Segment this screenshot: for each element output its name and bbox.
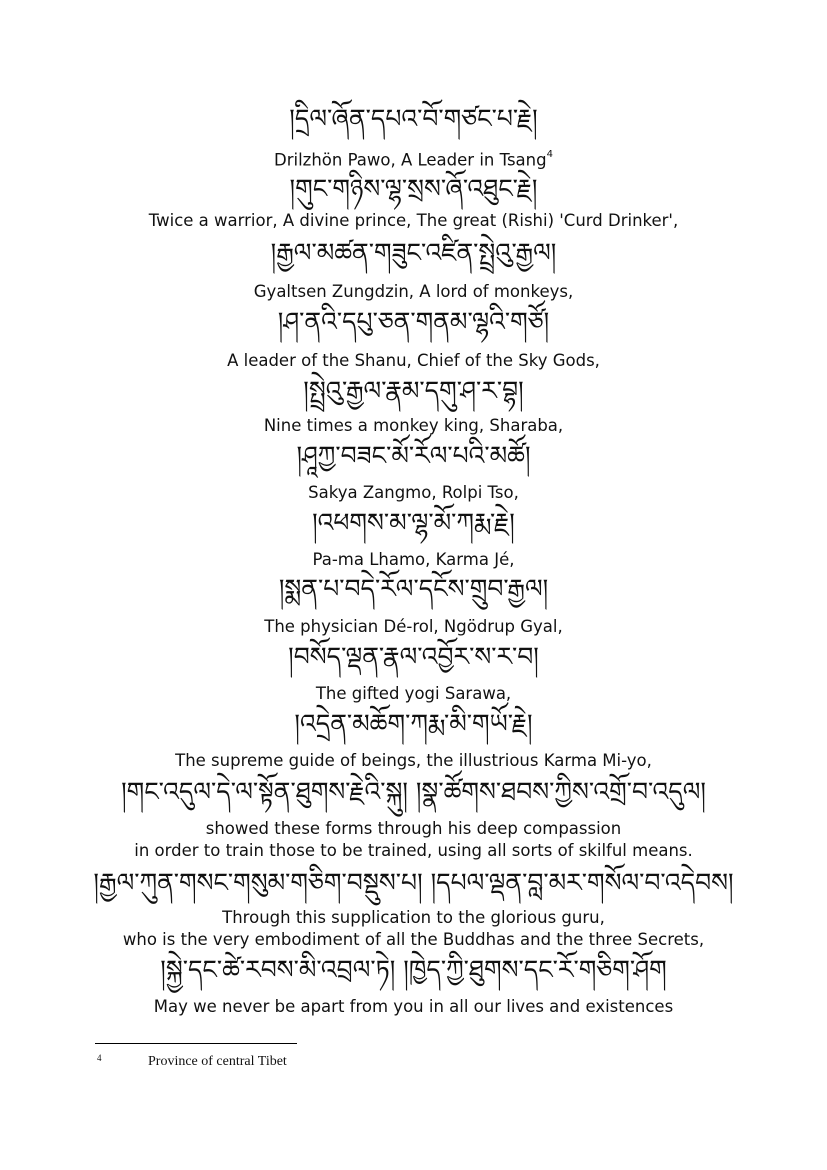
english-line-13: May we never be apart from you in all our lives and existences [153, 997, 674, 1016]
tibetan-line-2: །གུང་གཉིས་ལྷ་སྲས་ཞོ་འཐུང་རྗེ། [289, 173, 538, 204]
tibetan-line-11: །གང་འདུལ་དེ་ལ་སྟོན་ཐུགས་རྗེའི་སྐུ། །སྣ་ཚོགས་ཐབས་ཀྱིས་འགྲོ་བ་འདུལ། [121, 776, 706, 807]
english-line-11b: in order to train those to be trained, using all sorts of skilful means. [134, 841, 693, 860]
tibetan-line-6: །ཤཱཀྱ་བཟང་མོ་རོལ་པའི་མཚོ། [296, 440, 531, 471]
english-line-5: Nine times a monkey king, Sharaba, [263, 416, 564, 435]
english-line-2: Twice a warrior, A divine prince, The great (Rishi) 'Curd Drinker', [148, 211, 679, 230]
english-line-8: The physician Dé-rol, Ngödrup Gyal, [264, 617, 563, 636]
english-line-11a: showed these forms through his deep compassion [205, 819, 622, 838]
footnote-number: 4 [97, 1053, 102, 1063]
english-line-12b: who is the very embodiment of all the Buddhas and the three Secrets, [122, 930, 705, 949]
tibetan-line-8: །སྨན་པ་བདེ་རོལ་དངོས་གྲུབ་རྒྱལ། [278, 573, 549, 604]
tibetan-line-13: །སྐྱེ་དང་ཚེ་རབས་མི་འབྲལ་ཏེ། །ཁྱེད་ཀྱི་ཐུགས་དང་རོ་གཅིག་ཤོག [160, 954, 667, 985]
tibetan-line-9: །བསོད་ལྡན་རྣལ་འབྱོར་ས་ར་བ། [288, 641, 539, 672]
tibetan-line-12: །རྒྱལ་ཀུན་གསང་གསུམ་གཅིག་བསྡུས་པ། །དཔལ་ལྡན་བླ་མར་གསོལ་བ་འདེབས། [93, 867, 734, 898]
english-text-1: Drilzhön Pawo, A Leader in Tsang [274, 150, 547, 170]
tibetan-line-10: །འདྲེན་མཆོག་ཀརྨ་མི་གཡོ་རྗེ། [294, 708, 533, 739]
footnote-separator [95, 1043, 297, 1044]
english-line-9: The gifted yogi Sarawa, [315, 684, 512, 703]
english-line-10: The supreme guide of beings, the illustrious Karma Mi-yo, [175, 751, 652, 770]
tibetan-line-3: །རྒྱལ་མཚན་གཟུང་འཛིན་སྤྲེའུ་རྒྱལ། [270, 237, 557, 268]
english-line-7: Pa-ma Lhamo, Karma Jé, [312, 550, 515, 569]
english-line-4: A leader of the Shanu, Chief of the Sky Gods, [227, 351, 600, 370]
tibetan-line-5: །སྤྲེའུ་རྒྱལ་རྣམ་དགུ་ཤ་ར་བྷ། [303, 375, 524, 406]
tibetan-line-4: །ཤ་ནའི་དཔུ་ཅན་གནམ་ལྷའི་གཙོ། [277, 306, 550, 337]
footnote-text: Province of central Tibet [148, 1054, 287, 1069]
english-line-1 [0, 146, 827, 172]
footnote-reference[interactable]: 4 [546, 149, 553, 160]
english-line-12a: Through this supplication to the glorious guru, [222, 908, 605, 927]
tibetan-line-7: །འཕགས་མ་ལྷ་མོ་ཀརྨ་རྗེ། [312, 507, 515, 538]
english-line-6: Sakya Zangmo, Rolpi Tso, [308, 483, 519, 502]
english-line-3: Gyaltsen Zungdzin, A lord of monkeys, [253, 282, 574, 301]
tibetan-line-1: །དྲིལ་ཞོན་དཔའ་བོ་གཙང་པ་རྗེ། [289, 103, 538, 134]
